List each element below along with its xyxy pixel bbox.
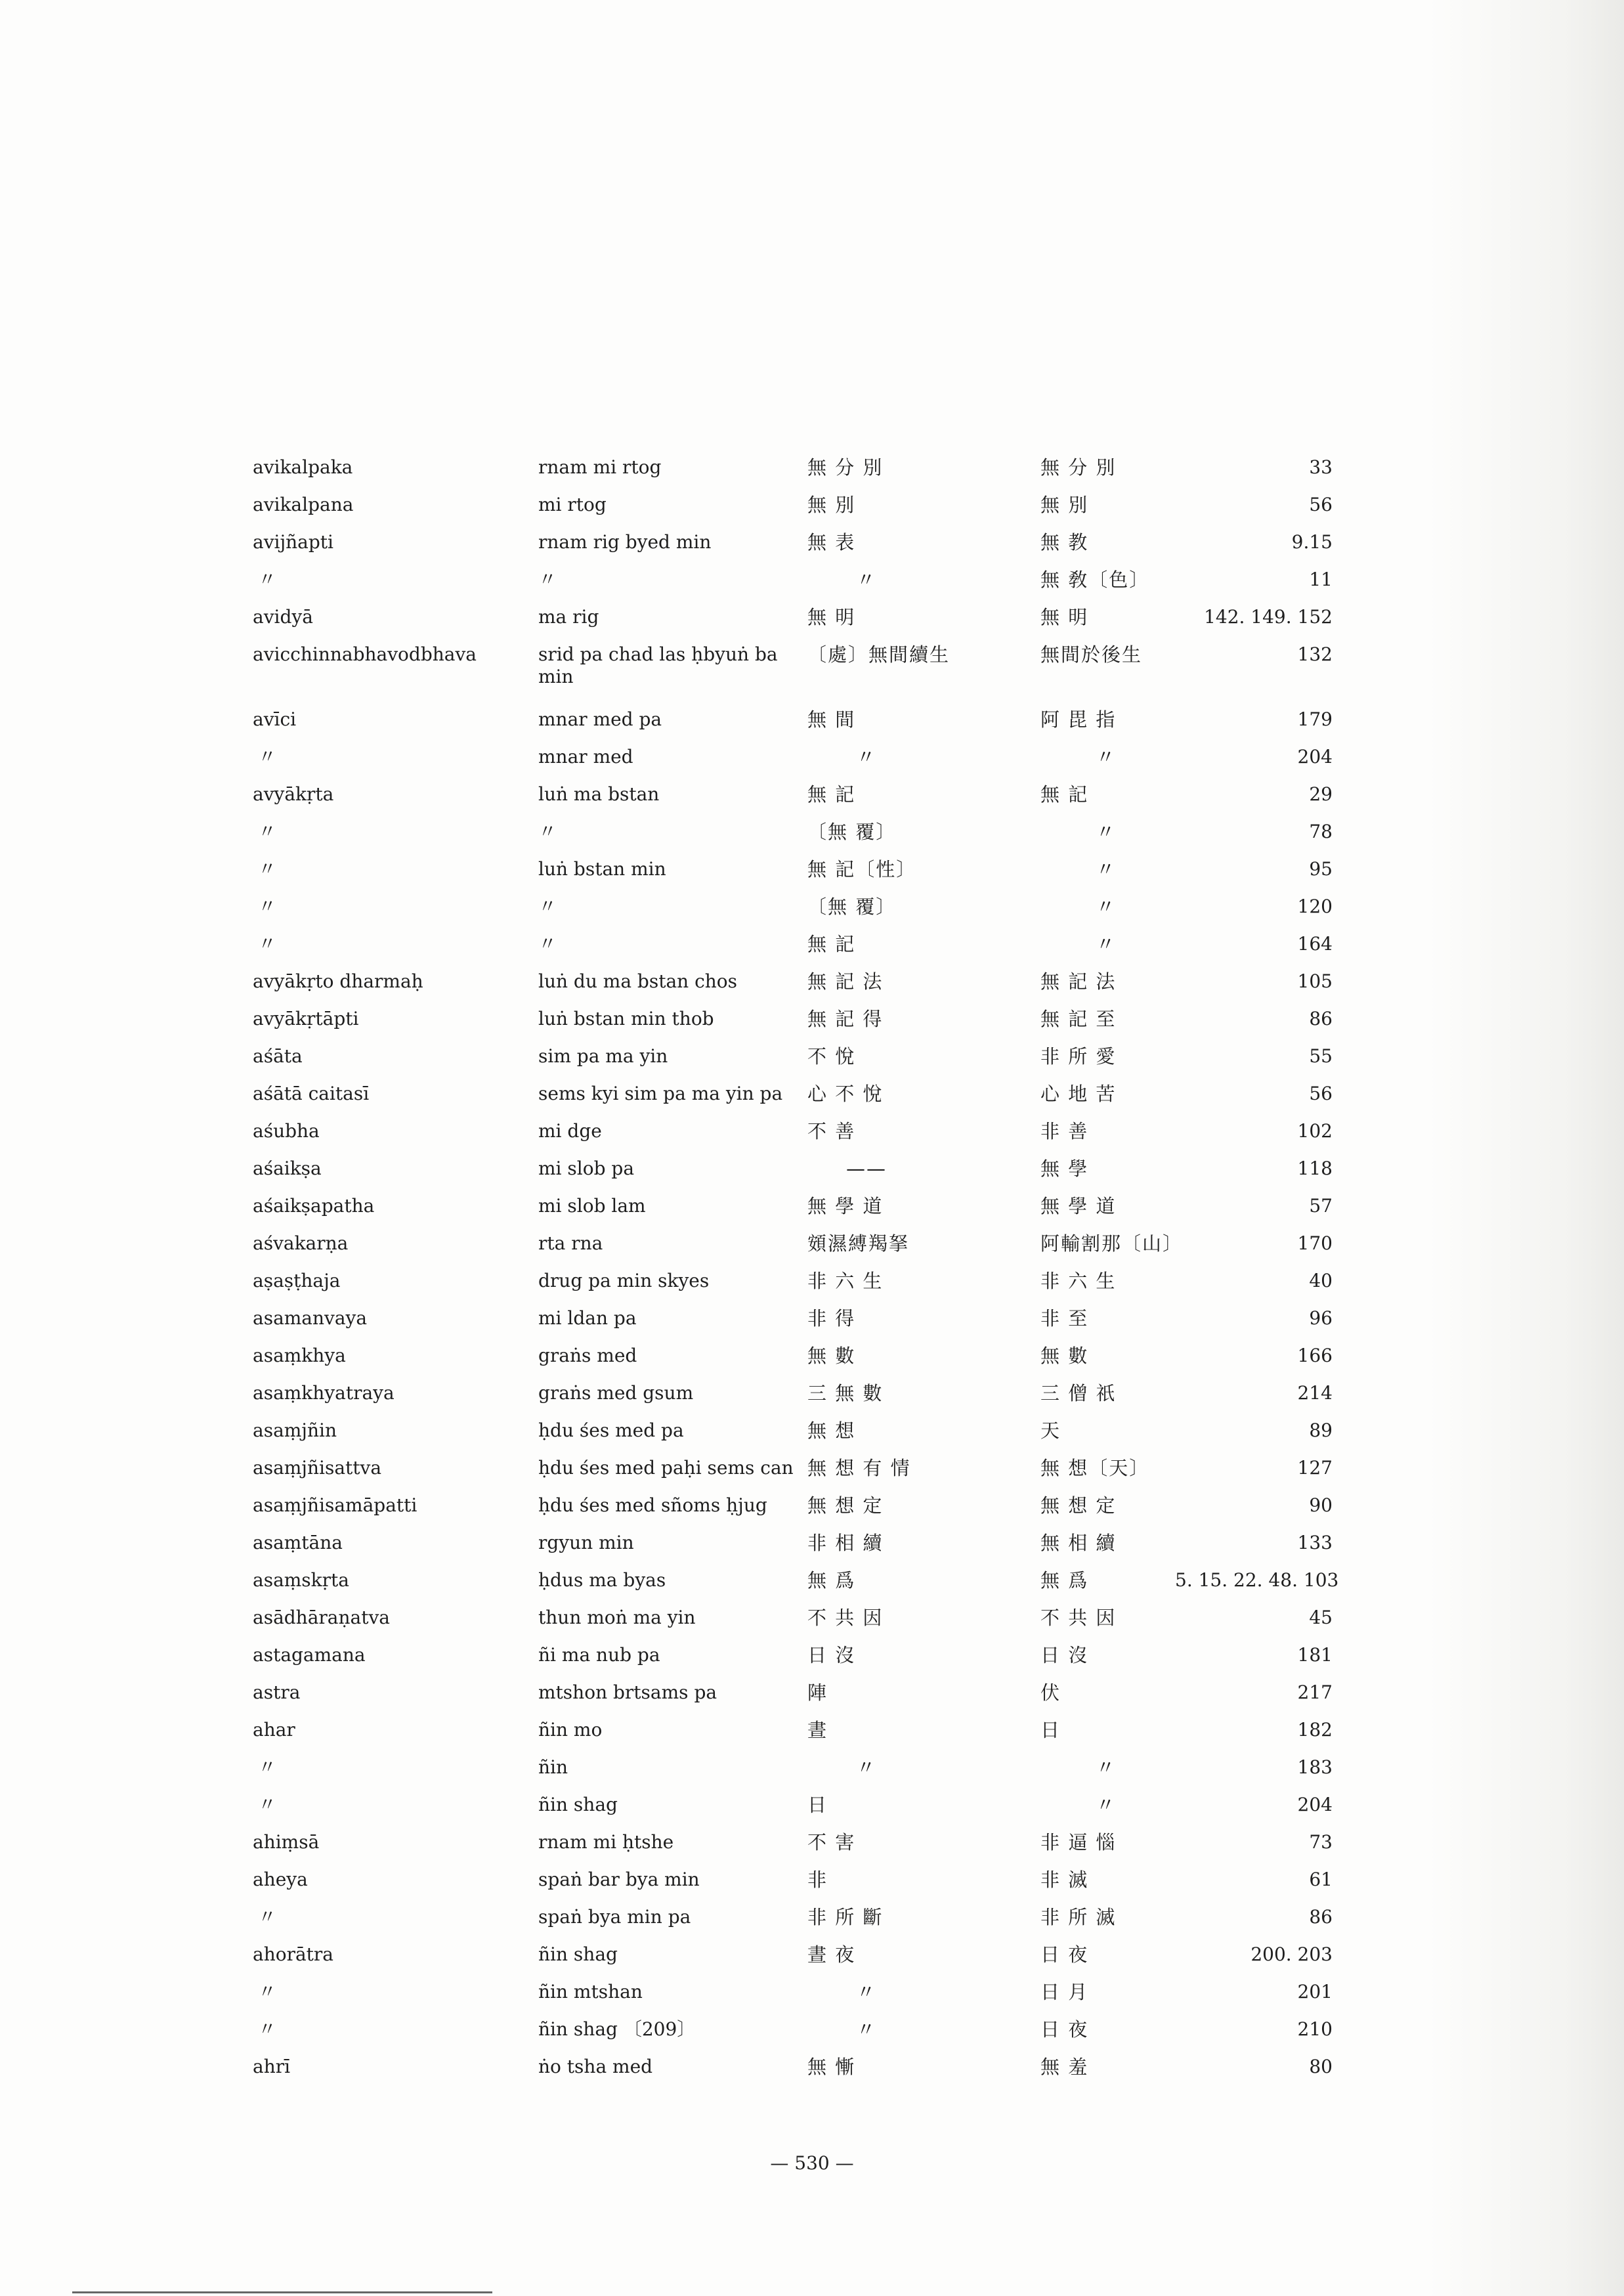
glossary-row (0, 494, 1624, 531)
chinese-term-b: 無 教 (1040, 531, 1089, 553)
chinese-term-b: 伏 (1040, 1681, 1061, 1704)
page-reference: 86 (1309, 1008, 1333, 1029)
chinese-term-a: 無 爲 (807, 1569, 856, 1592)
chinese-term-b: 〃 (1096, 1794, 1117, 1816)
chinese-term-a: 非 (807, 1869, 828, 1891)
chinese-term-a: 日 沒 (807, 1644, 856, 1666)
chinese-term-a: 晝 夜 (807, 1943, 856, 1966)
page-reference: 201 (1297, 1981, 1333, 2003)
chinese-term-a: 無 學 道 (807, 1195, 884, 1217)
sanskrit-term: ahorātra (253, 1943, 333, 1965)
page-reference: 95 (1309, 858, 1333, 880)
tibetan-term: mi ldan pa (538, 1307, 637, 1329)
glossary-row (0, 1831, 1624, 1869)
chinese-term-a: 無 記 法 (807, 970, 884, 993)
page-reference: 182 (1297, 1719, 1333, 1741)
chinese-term-b: 日 (1040, 1719, 1061, 1741)
tibetan-term: graṅs med (538, 1345, 637, 1366)
page-reference: 57 (1309, 1195, 1333, 1217)
glossary-row (0, 1756, 1624, 1794)
tibetan-term: ñin mtshan (538, 1981, 643, 2003)
page-reference: 9.15 (1291, 531, 1333, 553)
page-reference: 45 (1309, 1607, 1333, 1628)
chinese-term-a: 無 別 (807, 494, 856, 516)
sanskrit-term: 〃 (258, 1981, 277, 2003)
sanskrit-term: aśvakarṇa (253, 1232, 349, 1254)
sanskrit-term: aheya (253, 1869, 308, 1890)
chinese-term-a: 無 記〔性〕 (807, 858, 917, 880)
glossary-row (0, 1569, 1624, 1607)
chinese-term-a: 無 想 定 (807, 1494, 884, 1517)
tibetan-term: ñin (538, 1756, 568, 1778)
chinese-term-a: 無 記 (807, 783, 856, 806)
tibetan-term: ñin shag (538, 1794, 618, 1815)
sanskrit-term: asamanvaya (253, 1307, 368, 1329)
glossary-row (0, 1158, 1624, 1195)
chinese-term-a: 心 不 悅 (807, 1083, 884, 1105)
chinese-term-a: 無 表 (807, 531, 856, 553)
sanskrit-term: avicchinnabhavodbhava (253, 643, 477, 665)
glossary-row (0, 1794, 1624, 1831)
page-reference: 210 (1297, 2018, 1333, 2040)
glossary-row (0, 1681, 1624, 1719)
glossary-row (0, 1532, 1624, 1569)
tibetan-term: rnam mi rtog (538, 456, 662, 478)
chinese-term-a: 非 六 生 (807, 1270, 884, 1292)
chinese-term-b: 非 善 (1040, 1120, 1089, 1142)
page-reference: 164 (1297, 933, 1333, 955)
glossary-row (0, 970, 1624, 1008)
page-reference: 132 (1297, 643, 1333, 665)
chinese-term-a: 無 慚 (807, 2056, 856, 2078)
chinese-term-a: 〔處〕無間續生 (807, 643, 951, 666)
sanskrit-term: avijñapti (253, 531, 334, 553)
sanskrit-term: astra (253, 1681, 301, 1703)
tibetan-term: drug pa min skyes (538, 1270, 710, 1291)
page-reference: 102 (1297, 1120, 1333, 1142)
glossary-row (0, 531, 1624, 569)
glossary-row (0, 569, 1624, 606)
tibetan-term: ma rig (538, 606, 599, 628)
page-reference: 142. 149. 152 (1204, 606, 1333, 628)
tibetan-term: ḥdus ma byas (538, 1569, 666, 1591)
sanskrit-term: avyākṛto dharmaḥ (253, 970, 423, 992)
page-reference: 181 (1297, 1644, 1333, 1666)
chinese-term-b: 日 夜 (1040, 2018, 1089, 2041)
chinese-term-a: 無 數 (807, 1345, 856, 1367)
glossary-row (0, 933, 1624, 970)
glossary-row (0, 1719, 1624, 1756)
sanskrit-term: asaṃkhyatraya (253, 1382, 395, 1404)
chinese-term-a: 不 悅 (807, 1045, 856, 1068)
tibetan-term: graṅs med gsum (538, 1382, 694, 1404)
chinese-term-a: 陣 (807, 1681, 828, 1704)
chinese-term-b: 〃 (1096, 896, 1117, 918)
glossary-row (0, 606, 1624, 643)
chinese-term-b: 無 數 (1040, 1345, 1089, 1367)
glossary-row (0, 1869, 1624, 1906)
glossary-row (0, 1120, 1624, 1158)
page-reference: 204 (1297, 746, 1333, 768)
chinese-term-a: 非 得 (807, 1307, 856, 1330)
chinese-term-a: 非 所 斷 (807, 1906, 884, 1928)
sanskrit-term: avyākṛta (253, 783, 334, 805)
chinese-term-b: 無 學 (1040, 1158, 1089, 1180)
chinese-term-b: 無 記 法 (1040, 970, 1117, 993)
page-reference: 118 (1297, 1158, 1333, 1179)
chinese-term-b: 阿 毘 指 (1040, 708, 1117, 731)
page-reference: 170 (1297, 1232, 1333, 1254)
tibetan-term: mi slob pa (538, 1158, 635, 1179)
glossary-row (0, 896, 1624, 933)
chinese-term-b: 日 沒 (1040, 1644, 1089, 1666)
tibetan-term: 〃 (538, 821, 557, 842)
chinese-term-a: 日 (807, 1794, 828, 1816)
chinese-term-a: 無 分 別 (807, 456, 884, 479)
page-reference: 40 (1309, 1270, 1333, 1291)
page-reference: 200. 203 (1250, 1943, 1333, 1965)
sanskrit-term: avyākṛtāpti (253, 1008, 359, 1029)
tibetan-term: rta rna (538, 1232, 603, 1254)
page-reference: 133 (1297, 1532, 1333, 1553)
chinese-term-b: 〃 (1096, 1756, 1117, 1779)
page-number: — 530 — (770, 2152, 854, 2174)
glossary-row (0, 708, 1624, 746)
page-reference: 90 (1309, 1494, 1333, 1516)
page-reference: 127 (1297, 1457, 1333, 1479)
chinese-term-a: 無 間 (807, 708, 856, 731)
chinese-term-b: 〃 (1096, 821, 1117, 843)
page-reference: 33 (1309, 456, 1333, 478)
sanskrit-term: avikalpana (253, 494, 354, 515)
glossary-row (0, 1906, 1624, 1943)
glossary-row (0, 1307, 1624, 1345)
page-reference: 89 (1309, 1419, 1333, 1441)
tibetan-term: 〃 (538, 569, 557, 590)
chinese-term-b: 非 所 滅 (1040, 1906, 1117, 1928)
sanskrit-term: avīci (253, 708, 297, 730)
sanskrit-term: astagamana (253, 1644, 366, 1666)
sanskrit-term: asaṃjñisattva (253, 1457, 382, 1479)
chinese-term-b: 無 記 至 (1040, 1008, 1117, 1030)
tibetan-term: luṅ bstan min thob (538, 1008, 714, 1029)
page-reference: 120 (1297, 896, 1333, 917)
tibetan-term: ñin shag (538, 1943, 618, 1965)
glossary-row (0, 1981, 1624, 2018)
page-reference: 204 (1297, 1794, 1333, 1815)
chinese-term-b: 無 明 (1040, 606, 1089, 628)
chinese-term-b: 無 學 道 (1040, 1195, 1117, 1217)
chinese-term-a: 無 想 (807, 1419, 856, 1442)
glossary-row (0, 1419, 1624, 1457)
chinese-term-a: 無 記 (807, 933, 856, 955)
sanskrit-term: asaṃskṛta (253, 1569, 349, 1591)
tibetan-term: 〃 (538, 896, 557, 917)
chinese-term-b: 〃 (1096, 933, 1117, 955)
page-reference: 214 (1297, 1382, 1333, 1404)
page-reference: 105 (1297, 970, 1333, 992)
glossary-row (0, 643, 1624, 708)
chinese-term-a: 不 善 (807, 1120, 856, 1142)
page-reference: 5. 15. 22. 48. 103 (1175, 1569, 1339, 1591)
chinese-term-b: 阿輸割那〔山〕 (1040, 1232, 1184, 1255)
tibetan-term: thun moṅ ma yin (538, 1607, 696, 1628)
glossary-row (0, 1943, 1624, 1981)
sanskrit-term: asaṃtāna (253, 1532, 343, 1553)
page-reference: 80 (1309, 2056, 1333, 2077)
chinese-term-a: 無 想 有 情 (807, 1457, 911, 1479)
sanskrit-term: ahiṃsā (253, 1831, 320, 1853)
chinese-term-b: 非 所 愛 (1040, 1045, 1117, 1068)
page-reference: 29 (1309, 783, 1333, 805)
page-reference: 166 (1297, 1345, 1333, 1366)
glossary-row (0, 2056, 1624, 2093)
tibetan-term: luṅ ma bstan (538, 783, 660, 805)
tibetan-term: ñin mo (538, 1719, 603, 1741)
chinese-term-b: 天 (1040, 1419, 1061, 1442)
page-reference: 217 (1297, 1681, 1333, 1703)
sanskrit-term: avidyā (253, 606, 313, 628)
page-reference: 86 (1309, 1906, 1333, 1928)
chinese-term-b: 不 共 因 (1040, 1607, 1117, 1629)
glossary-row (0, 1382, 1624, 1419)
chinese-term-a: 不 共 因 (807, 1607, 884, 1629)
sanskrit-term: 〃 (258, 569, 277, 590)
glossary-row (0, 1270, 1624, 1307)
tibetan-term: spaṅ bya min pa (538, 1906, 691, 1928)
tibetan-term: mnar med (538, 746, 633, 768)
sanskrit-term: 〃 (258, 1906, 277, 1928)
sanskrit-term: aṣaṣṭhaja (253, 1270, 341, 1291)
page-reference: 78 (1309, 821, 1333, 842)
glossary-row (0, 456, 1624, 494)
glossary-row (0, 858, 1624, 896)
sanskrit-term: asādhāraṇatva (253, 1607, 390, 1628)
tibetan-term: sim pa ma yin (538, 1045, 668, 1067)
sanskrit-term: ahar (253, 1719, 295, 1741)
sanskrit-term: aśaikṣa (253, 1158, 322, 1179)
glossary-row (0, 1457, 1624, 1494)
glossary-row (0, 1644, 1624, 1681)
chinese-term-a: 〔無 覆〕 (807, 821, 897, 843)
sanskrit-term: aśātā caitasī (253, 1083, 370, 1104)
chinese-term-a: 〃 (856, 1756, 877, 1779)
chinese-term-a: —— (846, 1158, 887, 1180)
sanskrit-term: 〃 (258, 896, 277, 917)
chinese-term-b: 非 至 (1040, 1307, 1089, 1330)
sanskrit-term: 〃 (258, 858, 277, 880)
sanskrit-term: 〃 (258, 746, 277, 768)
tibetan-term: ḥdu śes med sñoms ḥjug (538, 1494, 767, 1516)
chinese-term-b: 無 相 續 (1040, 1532, 1117, 1554)
page-reference: 55 (1309, 1045, 1333, 1067)
chinese-term-b: 無間於後生 (1040, 643, 1143, 666)
tibetan-term: mnar med pa (538, 708, 662, 730)
page-reference: 56 (1309, 494, 1333, 515)
glossary-row (0, 783, 1624, 821)
chinese-term-b: 日 夜 (1040, 1943, 1089, 1966)
chinese-term-b: 非 六 生 (1040, 1270, 1117, 1292)
chinese-term-a: 無 記 得 (807, 1008, 884, 1030)
chinese-term-b: 三 僧 祇 (1040, 1382, 1117, 1404)
chinese-term-b: 非 滅 (1040, 1869, 1089, 1891)
sanskrit-term: aśāta (253, 1045, 303, 1067)
chinese-term-b: 無 羞 (1040, 2056, 1089, 2078)
sanskrit-term: 〃 (258, 1756, 277, 1778)
chinese-term-a: 頞濕縛羯拏 (807, 1232, 910, 1255)
sanskrit-term: asaṃjñisamāpatti (253, 1494, 417, 1516)
tibetan-term: ḥdu śes med pa (538, 1419, 684, 1441)
chinese-term-b: 心 地 苦 (1040, 1083, 1117, 1105)
sanskrit-term: 〃 (258, 1794, 277, 1815)
chinese-term-a: 〃 (856, 2018, 877, 2041)
chinese-term-a: 晝 (807, 1719, 828, 1741)
chinese-term-a: 三 無 數 (807, 1382, 884, 1404)
chinese-term-a: 〃 (856, 569, 877, 591)
page-reference: 183 (1297, 1756, 1333, 1778)
page-reference: 179 (1297, 708, 1333, 730)
page-reference: 96 (1309, 1307, 1333, 1329)
tibetan-term: rnam rig byed min (538, 531, 712, 553)
chinese-term-b: 無 記 (1040, 783, 1089, 806)
glossary-row (0, 1494, 1624, 1532)
tibetan-term: ṅo tsha med (538, 2056, 653, 2077)
chinese-term-a: 無 明 (807, 606, 856, 628)
glossary-row (0, 1083, 1624, 1120)
tibetan-term: spaṅ bar bya min (538, 1869, 700, 1890)
tibetan-term: rnam mi ḥtshe (538, 1831, 674, 1853)
chinese-term-b: 無 敎〔色〕 (1040, 569, 1150, 591)
glossary-row (0, 1008, 1624, 1045)
chinese-term-a: 〔無 覆〕 (807, 896, 897, 918)
sanskrit-term: asaṃkhya (253, 1345, 346, 1366)
tibetan-term: ḥdu śes med paḥi sems can (538, 1457, 794, 1479)
chinese-term-b: 無 想〔天〕 (1040, 1457, 1150, 1479)
page-reference: 73 (1309, 1831, 1333, 1853)
tibetan-term: ñi ma nub pa (538, 1644, 660, 1666)
glossary-row (0, 821, 1624, 858)
glossary-row (0, 1607, 1624, 1644)
glossary-row (0, 1045, 1624, 1083)
tibetan-term: luṅ du ma bstan chos (538, 970, 738, 992)
tibetan-term: rgyun min (538, 1532, 634, 1553)
chinese-term-a: 非 相 續 (807, 1532, 884, 1554)
chinese-term-b: 無 分 別 (1040, 456, 1117, 479)
sanskrit-term: asaṃjñin (253, 1419, 337, 1441)
page-reference: 61 (1309, 1869, 1333, 1890)
page-reference: 56 (1309, 1083, 1333, 1104)
chinese-term-b: 〃 (1096, 746, 1117, 768)
glossary-row (0, 1345, 1624, 1382)
tibetan-term: mi rtog (538, 494, 607, 515)
tibetan-term: 〃 (538, 933, 557, 955)
glossary-row (0, 2018, 1624, 2056)
chinese-term-a: 〃 (856, 1981, 877, 2003)
sanskrit-term: 〃 (258, 821, 277, 842)
glossary-row (0, 1195, 1624, 1232)
chinese-term-a: 不 害 (807, 1831, 856, 1853)
chinese-term-b: 非 逼 惱 (1040, 1831, 1117, 1853)
tibetan-term: sems kyi sim pa ma yin pa (538, 1083, 783, 1104)
tibetan-term: ñin shag 〔209〕 (538, 2018, 696, 2040)
chinese-term-b: 〃 (1096, 858, 1117, 880)
tibetan-term: mi slob lam (538, 1195, 646, 1217)
sanskrit-term: aśaikṣapatha (253, 1195, 375, 1217)
glossary-row (0, 746, 1624, 783)
sanskrit-term: 〃 (258, 2018, 277, 2040)
chinese-term-b: 日 月 (1040, 1981, 1089, 2003)
chinese-term-a: 〃 (856, 746, 877, 768)
tibetan-term: srid pa chad las ḥbyuṅ ba min (538, 643, 778, 687)
tibetan-term: mi dge (538, 1120, 602, 1142)
footer-rule (72, 2291, 492, 2293)
sanskrit-term: avikalpaka (253, 456, 353, 478)
tibetan-term: luṅ bstan min (538, 858, 666, 880)
page-reference: 11 (1309, 569, 1333, 590)
sanskrit-term: aśubha (253, 1120, 320, 1142)
chinese-term-b: 無 別 (1040, 494, 1089, 516)
chinese-term-b: 無 想 定 (1040, 1494, 1117, 1517)
glossary-table (0, 456, 1624, 2093)
tibetan-term: mtshon brtsams pa (538, 1681, 717, 1703)
chinese-term-b: 無 爲 (1040, 1569, 1089, 1592)
sanskrit-term: ahrī (253, 2056, 291, 2077)
sanskrit-term: 〃 (258, 933, 277, 955)
glossary-row (0, 1232, 1624, 1270)
